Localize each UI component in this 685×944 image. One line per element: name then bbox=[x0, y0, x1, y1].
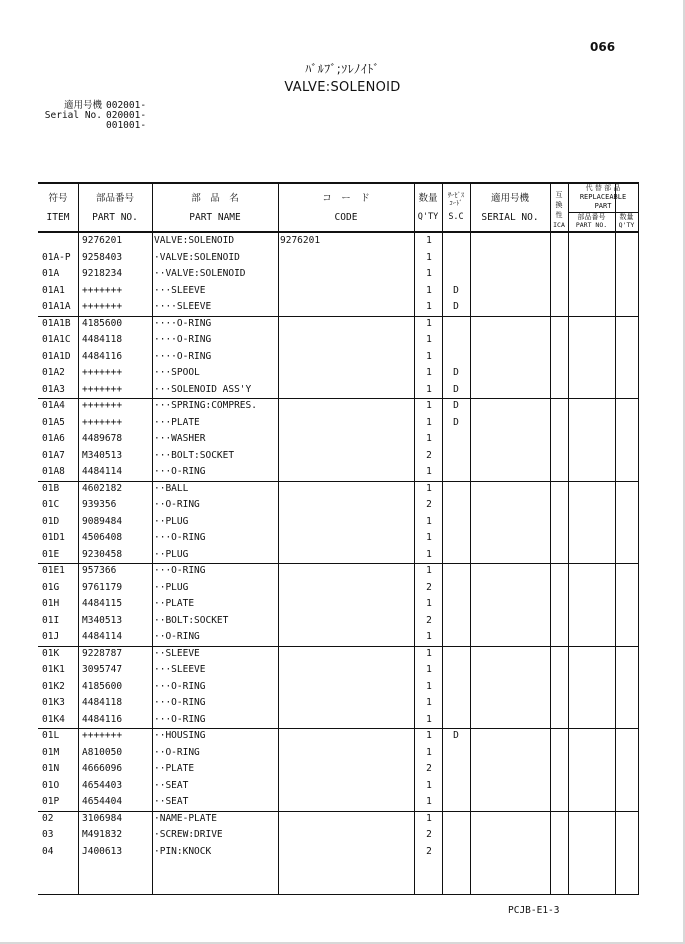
part-name-cell: ···O-RING bbox=[154, 697, 206, 708]
part-number-cell: 939356 bbox=[82, 499, 117, 510]
qty-cell: 1 bbox=[426, 598, 432, 609]
header-replaceable-jp: 代 替 部 品 bbox=[585, 184, 621, 192]
service-code-cell bbox=[443, 563, 469, 580]
part-number-cell: 3095747 bbox=[82, 664, 123, 675]
row-group-separator bbox=[38, 563, 639, 564]
service-code-cell bbox=[443, 778, 469, 795]
part-name-cell: ··SEAT bbox=[154, 779, 189, 791]
service-code-cell bbox=[443, 811, 469, 828]
item-cell: 01A6 bbox=[42, 433, 65, 444]
qty-cell: 1 bbox=[426, 548, 432, 560]
item-cell: 01A1B bbox=[42, 317, 71, 329]
service-code-cell bbox=[443, 481, 469, 498]
part-number-cell: 4185600 bbox=[82, 317, 123, 329]
qty-cell: 1 bbox=[426, 730, 432, 741]
part-name-cell: ··PLATE bbox=[154, 598, 195, 609]
header-repl-qty-jp: 数量 bbox=[619, 213, 634, 221]
service-code-cell bbox=[443, 332, 469, 349]
part-name-cell: ·VALVE:SOLENOID bbox=[154, 251, 240, 263]
part-name-cell: ··O-RING bbox=[154, 746, 200, 758]
item-cell: 01E1 bbox=[42, 565, 65, 576]
qty-cell: 1 bbox=[426, 317, 432, 329]
qty-cell: 1 bbox=[426, 482, 432, 494]
header-sc-jp: ｺｰﾄﾞ bbox=[449, 199, 463, 207]
part-name-cell: ···O-RING bbox=[154, 680, 206, 692]
part-name-cell: ··SEAT bbox=[154, 796, 189, 807]
service-code-cell bbox=[443, 844, 469, 861]
column-divider bbox=[152, 182, 153, 895]
qty-cell: 1 bbox=[426, 664, 432, 675]
item-cell: 01A8 bbox=[42, 466, 65, 477]
header-ica: ICA bbox=[553, 221, 565, 229]
item-cell: 01K4 bbox=[42, 713, 65, 725]
part-name-cell: ····O-RING bbox=[154, 317, 212, 329]
service-code-cell bbox=[443, 349, 469, 366]
part-name-cell: ···O-RING bbox=[154, 565, 206, 576]
header-part-no: PART NO. bbox=[92, 212, 138, 223]
qty-cell: 1 bbox=[426, 466, 432, 477]
header-qty-jp: 数量 bbox=[418, 193, 438, 204]
header-qty: Q'TY bbox=[417, 212, 439, 222]
header-ica-jp: 性 bbox=[555, 211, 563, 219]
serial-value: 020001- bbox=[106, 110, 147, 121]
item-cell: 01A7 bbox=[42, 449, 65, 461]
item-cell: 01K bbox=[42, 647, 60, 659]
part-number-cell: 4484116 bbox=[82, 713, 123, 725]
serial-label-jp: 適用号機 bbox=[63, 100, 102, 111]
item-cell: 01A5 bbox=[42, 416, 65, 428]
item-cell: 01O bbox=[42, 779, 60, 791]
item-cell: 01N bbox=[42, 763, 60, 774]
part-number-cell: +++++++ bbox=[82, 383, 123, 395]
table-bottom-rule bbox=[38, 894, 639, 895]
qty-cell: 1 bbox=[426, 268, 432, 279]
service-code-cell bbox=[443, 464, 469, 481]
item-cell: 01E bbox=[42, 548, 60, 560]
qty-cell: 1 bbox=[426, 416, 432, 428]
qty-cell: 2 bbox=[426, 845, 432, 857]
part-number-cell: M340513 bbox=[82, 449, 123, 461]
item-cell: 01B bbox=[42, 482, 60, 494]
column-divider bbox=[638, 182, 639, 895]
table-top-rule bbox=[38, 182, 639, 184]
header-serial-jp: 適用号機 bbox=[490, 193, 529, 204]
header-replaceable: PART bbox=[594, 202, 612, 210]
service-code-cell bbox=[443, 646, 469, 663]
part-name-cell: ··PLUG bbox=[154, 581, 189, 593]
part-name-cell: ···PLATE bbox=[154, 416, 200, 428]
service-code-cell: D bbox=[453, 301, 459, 312]
header-part-name: PART NAME bbox=[189, 212, 241, 223]
item-cell: 01A1D bbox=[42, 350, 71, 362]
qty-cell: 1 bbox=[426, 350, 432, 362]
part-number-cell: 4666096 bbox=[82, 763, 123, 774]
part-name-cell: ···WASHER bbox=[154, 433, 206, 444]
item-cell: 01A2 bbox=[42, 367, 65, 378]
row-group-separator bbox=[38, 481, 639, 482]
item-cell: 01A bbox=[42, 268, 60, 279]
header-replaceable: REPLACEABLE bbox=[579, 193, 627, 201]
qty-cell: 2 bbox=[426, 581, 432, 593]
item-cell: 01D bbox=[42, 515, 60, 527]
qty-cell: 1 bbox=[426, 796, 432, 807]
service-code-cell bbox=[443, 794, 469, 811]
service-code-cell bbox=[443, 580, 469, 597]
item-cell: 03 bbox=[42, 829, 54, 840]
qty-cell: 2 bbox=[426, 829, 432, 840]
item-cell: 01A1A bbox=[42, 301, 71, 312]
header-ica-jp: 互 bbox=[555, 191, 563, 199]
code-cell: 9276201 bbox=[280, 235, 321, 246]
item-cell: 01A4 bbox=[42, 400, 65, 411]
part-number-cell: 4484116 bbox=[82, 350, 123, 362]
qty-cell: 2 bbox=[426, 449, 432, 461]
header-part-no-jp: 部品番号 bbox=[95, 193, 134, 204]
item-cell: 01A3 bbox=[42, 383, 65, 395]
qty-cell: 1 bbox=[426, 565, 432, 576]
header-serial: SERIAL NO. bbox=[481, 212, 539, 223]
serial-block bbox=[40, 101, 146, 131]
part-number-cell: 4185600 bbox=[82, 680, 123, 692]
service-code-cell bbox=[443, 233, 469, 250]
item-cell: 02 bbox=[42, 812, 54, 824]
header-repl-part-no-jp: 部品番号 bbox=[577, 213, 606, 221]
qty-cell: 1 bbox=[426, 383, 432, 395]
part-name-cell: ···SLEEVE bbox=[154, 664, 206, 675]
row-group-separator bbox=[38, 398, 639, 399]
column-divider bbox=[470, 182, 471, 895]
part-number-cell: 9761179 bbox=[82, 581, 123, 593]
part-name-cell: ···SLEEVE bbox=[154, 284, 206, 296]
service-code-cell bbox=[443, 514, 469, 531]
service-code-cell: D bbox=[453, 416, 459, 428]
qty-cell: 2 bbox=[426, 763, 432, 774]
item-cell: 01K1 bbox=[42, 664, 65, 675]
qty-cell: 1 bbox=[426, 515, 432, 527]
item-cell: 01C bbox=[42, 499, 60, 510]
part-number-cell: M491832 bbox=[82, 829, 123, 840]
column-divider bbox=[278, 182, 279, 895]
service-code-cell bbox=[443, 266, 469, 283]
part-number-cell: 4489678 bbox=[82, 433, 123, 444]
part-name-cell: ···SPRING:COMPRES. bbox=[154, 400, 257, 411]
part-number-cell: +++++++ bbox=[82, 416, 123, 428]
part-number-cell: +++++++ bbox=[82, 284, 123, 296]
service-code-cell bbox=[443, 761, 469, 778]
part-number-cell: M340513 bbox=[82, 614, 123, 626]
item-cell: 01K3 bbox=[42, 697, 65, 708]
part-number-cell: 9276201 bbox=[82, 235, 123, 246]
column-divider bbox=[568, 182, 569, 895]
table-header-rule bbox=[38, 231, 639, 233]
qty-cell: 1 bbox=[426, 812, 432, 824]
part-name-cell: ··HOUSING bbox=[154, 730, 206, 741]
header-repl-part-no: PART NO. bbox=[575, 221, 608, 229]
part-number-cell: 9258403 bbox=[82, 251, 123, 263]
qty-cell: 1 bbox=[426, 400, 432, 411]
part-number-cell: +++++++ bbox=[82, 367, 123, 378]
column-divider bbox=[414, 182, 415, 895]
service-code-cell bbox=[443, 316, 469, 333]
part-name-cell: ····SLEEVE bbox=[154, 301, 212, 312]
footer-code: PCJB-E1-3 bbox=[508, 905, 560, 916]
part-name-cell: ····O-RING bbox=[154, 350, 212, 362]
header-part-name-jp: 部 品 名 bbox=[191, 193, 239, 204]
column-divider bbox=[78, 182, 79, 895]
part-number-cell: 4484114 bbox=[82, 466, 123, 477]
qty-cell: 1 bbox=[426, 746, 432, 758]
row-group-separator bbox=[38, 728, 639, 729]
qty-cell: 1 bbox=[426, 284, 432, 296]
service-code-cell bbox=[443, 497, 469, 514]
service-code-cell bbox=[443, 431, 469, 448]
service-code-cell: D bbox=[453, 730, 459, 741]
part-name-cell: ···BOLT:SOCKET bbox=[154, 449, 235, 461]
qty-cell: 1 bbox=[426, 713, 432, 725]
qty-cell: 1 bbox=[426, 647, 432, 659]
part-name-cell: ··SLEEVE bbox=[154, 647, 200, 659]
item-cell: 01P bbox=[42, 796, 60, 807]
qty-cell: 1 bbox=[426, 697, 432, 708]
part-name-cell: ···O-RING bbox=[154, 713, 206, 725]
part-number-cell: 4484114 bbox=[82, 631, 123, 642]
qty-cell: 1 bbox=[426, 433, 432, 444]
service-code-cell: D bbox=[453, 367, 459, 378]
service-code-cell: D bbox=[453, 383, 459, 395]
qty-cell: 1 bbox=[426, 251, 432, 263]
service-code-cell bbox=[443, 629, 469, 646]
item-cell: 01H bbox=[42, 598, 60, 609]
item-cell: 01G bbox=[42, 581, 60, 593]
item-cell: 01L bbox=[42, 730, 60, 741]
page-title: VALVE:SOLENOID bbox=[284, 80, 401, 95]
part-name-cell: ··BOLT:SOCKET bbox=[154, 614, 229, 626]
part-name-cell: ···SOLENOID ASS'Y bbox=[154, 383, 252, 395]
part-name-cell: ··PLUG bbox=[154, 515, 189, 527]
header-ica-jp: 換 bbox=[555, 201, 563, 209]
header-item-jp: 符号 bbox=[48, 193, 68, 204]
part-name-cell: ··PLUG bbox=[154, 548, 189, 560]
header-repl-qty: Q'TY bbox=[618, 221, 635, 229]
service-code-cell bbox=[443, 613, 469, 630]
part-name-cell: ··O-RING bbox=[154, 631, 200, 642]
qty-cell: 1 bbox=[426, 532, 432, 543]
qty-cell: 2 bbox=[426, 499, 432, 510]
qty-cell: 1 bbox=[426, 680, 432, 692]
part-number-cell: 9218234 bbox=[82, 268, 123, 279]
qty-cell: 1 bbox=[426, 334, 432, 345]
part-name-cell: ·NAME-PLATE bbox=[154, 812, 217, 824]
part-number-cell: +++++++ bbox=[82, 301, 123, 312]
part-number-cell: 4484115 bbox=[82, 598, 123, 609]
part-name-cell: VALVE:SOLENOID bbox=[154, 235, 235, 246]
item-cell: 01A1C bbox=[42, 334, 71, 345]
part-number-cell: 9228787 bbox=[82, 647, 123, 659]
service-code-cell bbox=[443, 695, 469, 712]
item-cell: 01M bbox=[42, 746, 60, 758]
part-name-cell: ··PLATE bbox=[154, 763, 195, 774]
part-name-cell: ···O-RING bbox=[154, 532, 206, 543]
part-number-cell: +++++++ bbox=[82, 400, 123, 411]
parts-table bbox=[38, 182, 639, 895]
item-cell: 01I bbox=[42, 614, 60, 626]
page-number: 066 bbox=[590, 40, 616, 54]
part-name-cell: ···SPOOL bbox=[154, 367, 200, 378]
service-code-cell bbox=[443, 530, 469, 547]
part-number-cell: 957366 bbox=[82, 565, 117, 576]
qty-cell: 1 bbox=[426, 235, 432, 246]
part-number-cell: 4484118 bbox=[82, 334, 123, 345]
header-item: ITEM bbox=[46, 212, 70, 223]
part-number-cell: +++++++ bbox=[82, 730, 123, 741]
service-code-cell: D bbox=[453, 400, 459, 411]
header-sc: S.C bbox=[448, 212, 464, 222]
part-number-cell: 4654403 bbox=[82, 779, 123, 791]
part-number-cell: 4484118 bbox=[82, 697, 123, 708]
part-number-cell: 9230458 bbox=[82, 548, 123, 560]
service-code-cell bbox=[443, 745, 469, 762]
item-cell: 01K2 bbox=[42, 680, 65, 692]
part-number-cell: J400613 bbox=[82, 845, 123, 857]
service-code-cell bbox=[443, 596, 469, 613]
header-sc-jp: ｻｰﾋﾞｽ bbox=[447, 191, 465, 199]
part-number-cell: A810050 bbox=[82, 746, 123, 758]
qty-cell: 1 bbox=[426, 367, 432, 378]
qty-cell: 1 bbox=[426, 631, 432, 642]
qty-cell: 1 bbox=[426, 301, 432, 312]
part-name-cell: ··VALVE:SOLENOID bbox=[154, 268, 246, 279]
page-title-japanese: ﾊﾞﾙﾌﾞ;ｿﾚﾉｲﾄﾞ bbox=[305, 62, 380, 76]
row-group-separator bbox=[38, 316, 639, 317]
service-code-cell bbox=[443, 679, 469, 696]
part-name-cell: ·SCREW:DRIVE bbox=[154, 829, 223, 840]
header-code: CODE bbox=[334, 212, 358, 223]
part-name-cell: ··BALL bbox=[154, 482, 189, 494]
part-name-cell: ··O-RING bbox=[154, 499, 200, 510]
part-name-cell: ···O-RING bbox=[154, 466, 206, 477]
service-code-cell bbox=[443, 662, 469, 679]
column-divider bbox=[615, 182, 616, 895]
row-group-separator bbox=[38, 646, 639, 647]
service-code-cell: D bbox=[453, 284, 459, 296]
column-divider bbox=[550, 182, 551, 895]
serial-label-en: Serial No. bbox=[44, 110, 102, 121]
item-cell: 01A1 bbox=[42, 284, 65, 296]
service-code-cell bbox=[443, 712, 469, 729]
qty-cell: 2 bbox=[426, 614, 432, 626]
service-code-cell bbox=[443, 448, 469, 465]
item-cell: 04 bbox=[42, 845, 54, 857]
service-code-cell bbox=[443, 547, 469, 564]
qty-cell: 1 bbox=[426, 779, 432, 791]
part-number-cell: 9089484 bbox=[82, 515, 123, 527]
part-number-cell: 4506408 bbox=[82, 532, 123, 543]
part-number-cell: 4654404 bbox=[82, 796, 123, 807]
service-code-cell bbox=[443, 827, 469, 844]
item-cell: 01A-P bbox=[42, 251, 71, 263]
item-cell: 01D1 bbox=[42, 532, 65, 543]
part-name-cell: ·PIN:KNOCK bbox=[154, 845, 212, 857]
row-group-separator bbox=[38, 811, 639, 812]
header-code-jp: コ ー ド bbox=[322, 193, 370, 204]
serial-value: 002001- bbox=[106, 100, 147, 111]
part-name-cell: ····O-RING bbox=[154, 334, 212, 345]
service-code-cell bbox=[443, 250, 469, 267]
serial-value: 001001- bbox=[106, 120, 147, 131]
item-cell: 01J bbox=[42, 631, 60, 642]
part-number-cell: 4602182 bbox=[82, 482, 123, 494]
part-number-cell: 3106984 bbox=[82, 812, 123, 824]
